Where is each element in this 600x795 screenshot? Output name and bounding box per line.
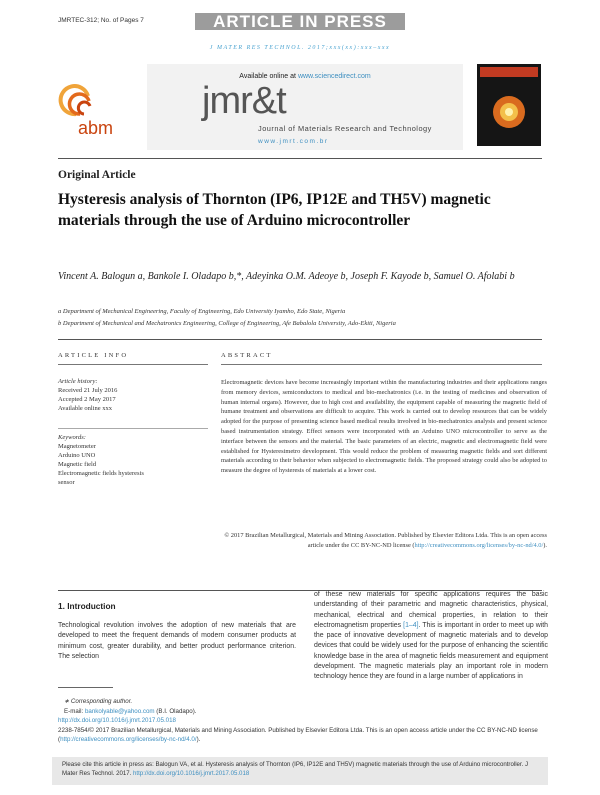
header-rule [58, 158, 542, 159]
citation-text [62, 760, 542, 778]
keyword: Arduino UNO [58, 452, 96, 459]
copyright-end: ). [543, 541, 547, 549]
citation-body: Please cite this article in press as: Balogun VA, et al. Hysteresis analysis of Thornton (IP6, IP12E and TH5V) magnetic materials through the use of Arduino microcontroller. J Mater Res Technol. 2017. [62, 761, 529, 777]
abstract-rule [221, 364, 542, 365]
email-label: E-mail: [64, 707, 85, 715]
affiliation-a: a Department of Mechanical Engineering, Faculty of Engineering, Edo University Iyamho, Edo State, Nigeria [58, 308, 346, 315]
issn-end: ). [196, 736, 201, 743]
email-link[interactable]: bankolyable@yahoo.com [84, 707, 155, 715]
journal-cover-image [477, 64, 541, 146]
affiliation-b: b Department of Mechanical and Mechatronics Engineering, College of Engineering, Afe Babalola University, Ado-Ekiti, Nigeria [58, 320, 396, 327]
issn-text: 2238-7854/© 2017 Brazilian Metallurgical, Materials and Mining Association. Published by Elsevier Editora Ltda. This is an open access article under the CC BY-NC-ND license ( [58, 726, 538, 743]
intro-right-text-a: of these new materials for specific applications requires the basic understanding of their parametric and magnetic characteristics, physical, mechanical, electrical and chemical properties, in relation to their electromagnetism properties [314, 591, 548, 629]
article-title: Hysteresis analysis of Thornton (IP6, IP12E and TH5V) magnetic materials through the use of Arduino microcontroller [58, 191, 491, 229]
citation-doi-link[interactable]: http://dx.doi.org/10.1016/j.jmrt.2017.05.018 [133, 770, 250, 777]
keywords-label: Keywords: [58, 434, 86, 441]
section-heading-introduction: 1. Introduction [58, 601, 116, 611]
copyright-text: © 2017 Brazilian Metallurgical, Materials and Mining Association. Published by Elsevier Editora Ltda. This is an open access article under the CC BY-NC-ND license ( [224, 532, 547, 549]
intro-left-column: Technological revolution involves the adoption of new materials that are developed to meet the frequent demands of modern consumer products at minimum cost, greater durability, and better product performance criterion. The selection [58, 622, 296, 660]
keywords-block [58, 433, 144, 487]
article-history [58, 377, 117, 413]
keywords-rule [58, 428, 208, 429]
manuscript-tag: JMRTEC-312; No. of Pages 7 [58, 17, 144, 24]
available-prefix: Available online at [239, 73, 298, 80]
corresponding-author-note: ∗ Corresponding author. [64, 698, 133, 705]
reference-link[interactable]: [1–4] [403, 621, 419, 629]
history-label: Article history: [58, 378, 98, 385]
intro-right-text-b: . This is important in order to meet up with the pace of innovative development of magnetic materials and to develop devices that could be widely used for the purpose of enhancing the scientific knowledge base in the area of magnetic fields measurement and equipment development. The magnetic materials play an important role in modern technology hence they are found in a large number of applications in [314, 621, 548, 681]
journal-url-link[interactable]: www.jmrt.com.br [258, 138, 329, 145]
keyword: Magnetometer [58, 443, 96, 450]
abstract-copyright [221, 531, 547, 551]
journal-reference: J MATER RES TECHNOL. 2017;xxx(xx):xxx–xxx [209, 45, 391, 51]
keyword: Electromagnetic fields hysteresis [58, 470, 144, 477]
received-date: Received 21 July 2016 [58, 387, 118, 394]
affiliation-rule [58, 339, 542, 340]
article-info-heading: ARTICLE INFO [58, 352, 129, 359]
available-online [147, 73, 463, 80]
keyword: Magnetic field [58, 461, 97, 468]
license-link[interactable]: http://creativecommons.org/licenses/by-nc-nd/4.0/ [414, 541, 544, 549]
issn-line [58, 726, 548, 745]
jmrt-logo: jmr&t [202, 80, 286, 122]
email-line [58, 707, 548, 717]
doi-link[interactable]: http://dx.doi.org/10.1016/j.jmrt.2017.05.018 [58, 717, 176, 724]
abstract-text: Electromagnetic devices have become increasingly important within the manufacturing industries and their applications ranges from memory devices, semiconductors to medical and bio-mechatronics (i.e. in the testing of medicines and observation of human internal organs). However, due to high cost and availability, the equipment capable of measuring the magnetic field of humane treatment and observations are difficult to acquire. This work is carried out to develop resources that can be widely adopted for the purpose of presenting science based medical results involved in bio-mechatronics analysis and present science based instrumentation strategy. Effect sensors were incorporated with an Arduino UNO microcontroller to serve as the interface between the sensors and the material. The basic parameters of an electric, magnetic and electromagnetic field were established for Hysteresimetro development. This would reduce the problem of measuring magnetic fields and sort different materials according to their behavior when subjected to electromagnetic fields. The proposed strategy could also be adopted to measure the degree of hysteresis of materials at a lower cost. [221, 379, 547, 475]
sciencedirect-link[interactable]: www.sciencedirect.com [297, 73, 371, 80]
abstract-heading: ABSTRACT [221, 352, 273, 359]
keyword: sensor [58, 479, 75, 486]
article-type: Original Article [58, 169, 136, 181]
email-owner: (B.I. Oladapo). [154, 707, 197, 715]
journal-full-name: Journal of Materials Research and Technology [258, 124, 432, 133]
article-in-press-banner: ARTICLE IN PRESS [195, 13, 405, 30]
available-date: Available online xxx [58, 405, 113, 412]
intro-right-column [314, 590, 548, 683]
abm-wordmark: abm [78, 118, 114, 138]
article-info-rule [58, 364, 208, 365]
footnote-license-link[interactable]: http://creativecommons.org/licenses/by-nc-nd/4.0/ [60, 736, 197, 743]
accepted-date: Accepted 2 May 2017 [58, 396, 116, 403]
author-list: Vincent A. Balogun a, Bankole I. Oladapo b,*, Adeyinka O.M. Adeoye b, Joseph F. Kayode b, Samuel O. Afolabi b [58, 271, 515, 282]
footnote-rule [58, 687, 113, 688]
footnotes [58, 697, 548, 745]
